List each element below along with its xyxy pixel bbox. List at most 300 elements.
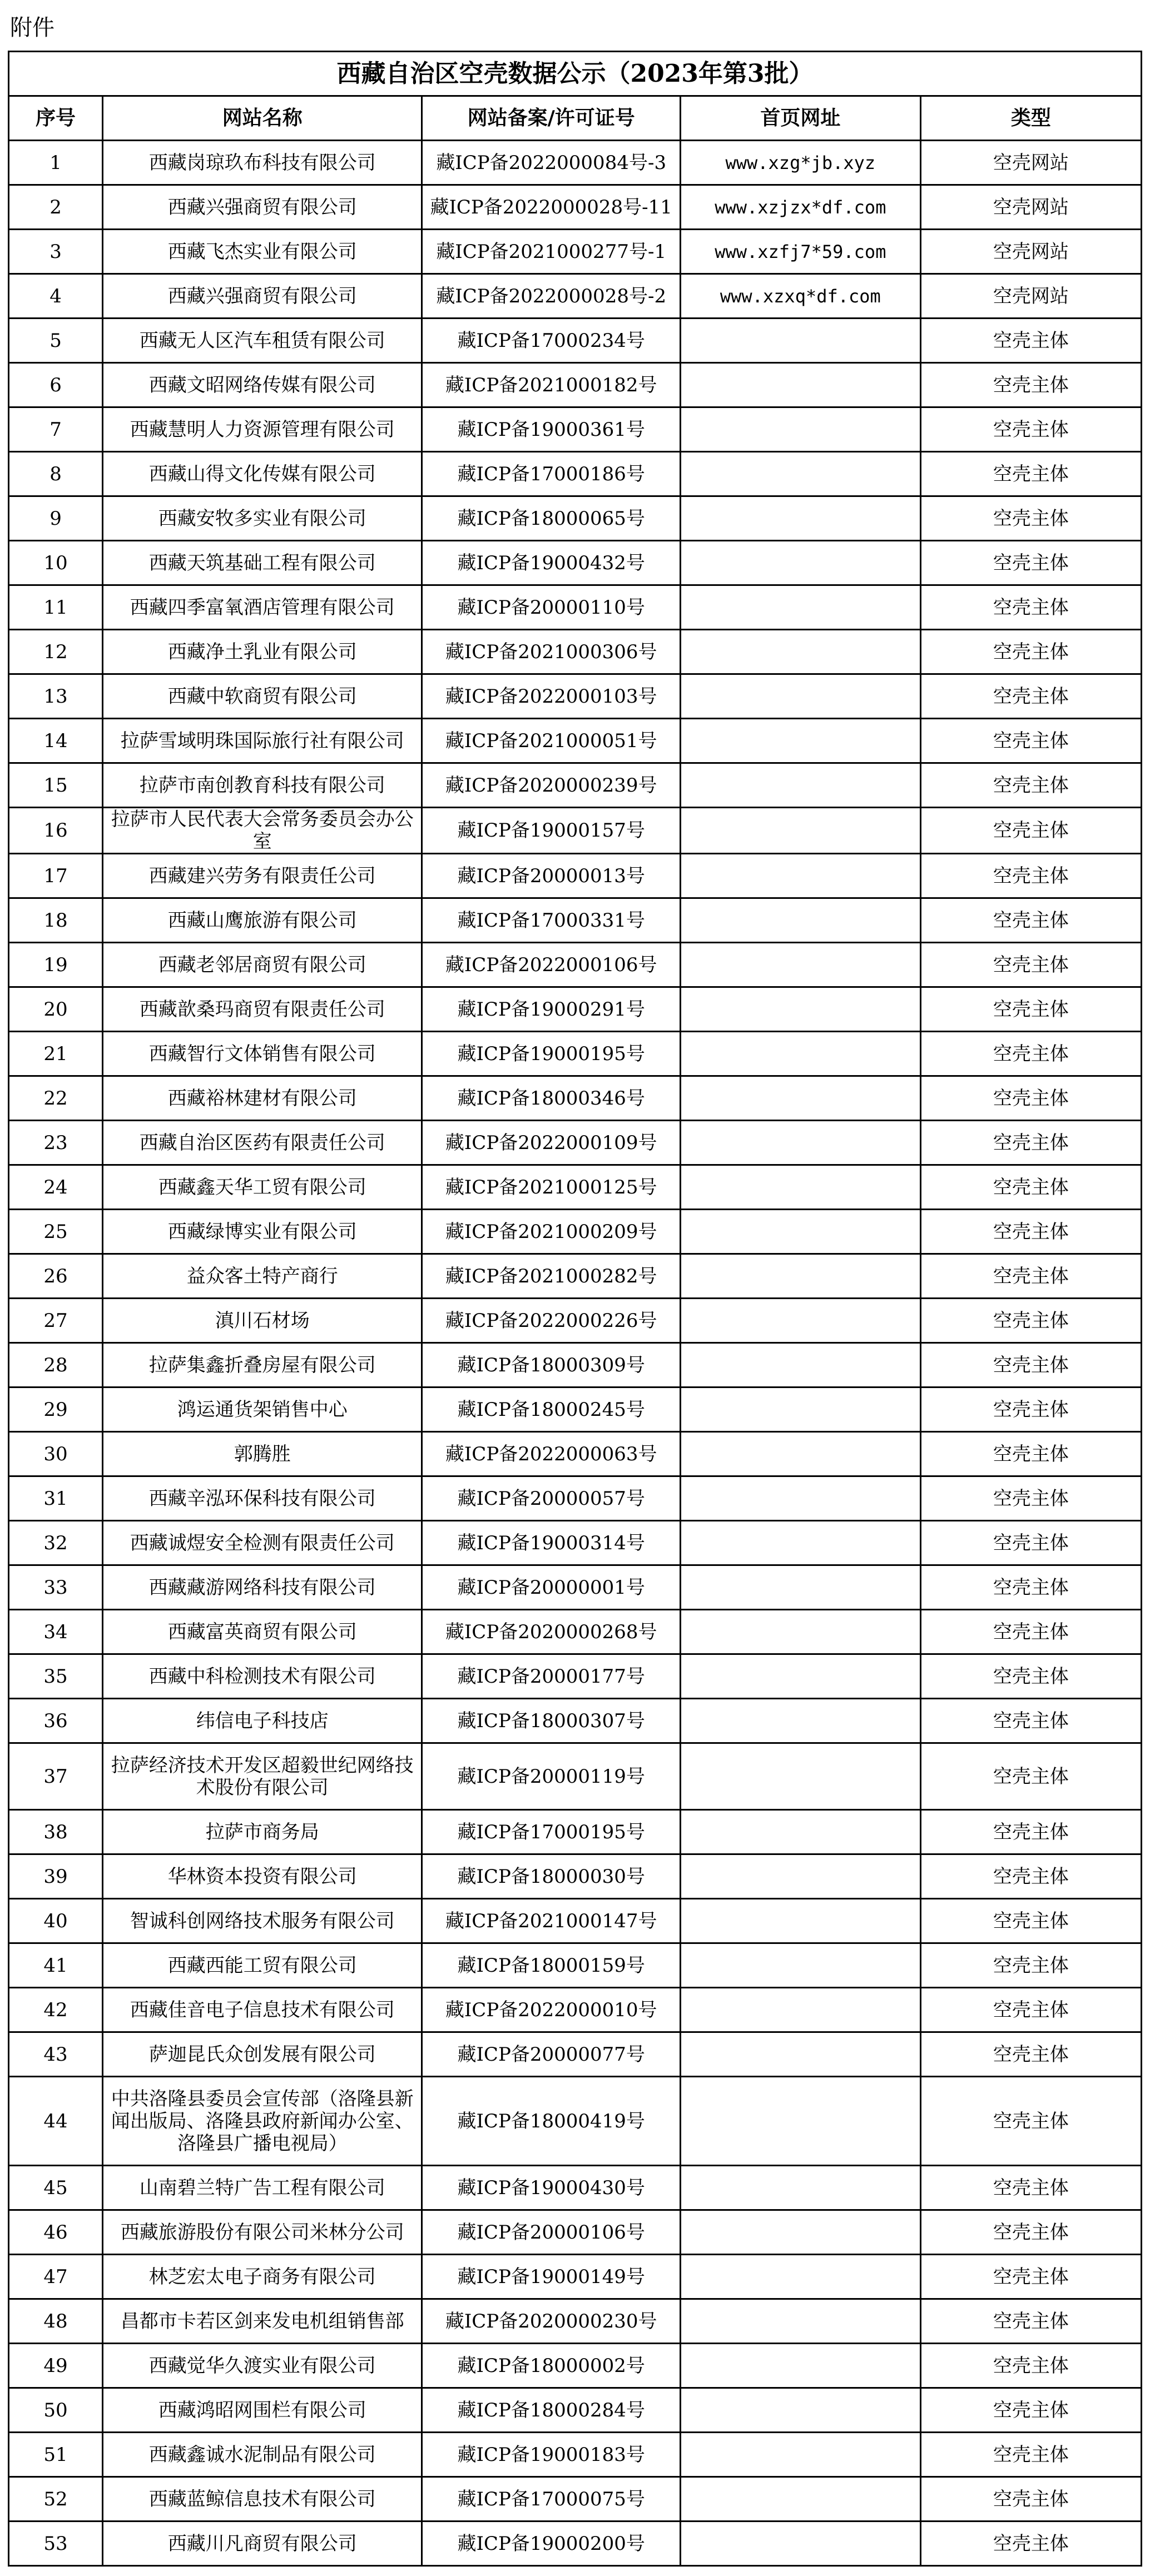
row-icp-number: 藏ICP备2021000306号 [422,630,680,674]
row-type: 空壳网站 [920,141,1141,185]
row-site-name: 西藏净土乳业有限公司 [103,630,422,674]
row-type: 空壳主体 [920,1988,1141,2032]
table-row [9,185,1142,230]
row-number: 30 [9,1432,103,1476]
row-number: 47 [9,2255,103,2299]
row-number: 31 [9,1476,103,1521]
row-icp-number: 藏ICP备20000119号 [422,1743,680,1810]
table-row [9,585,1142,630]
row-type: 空壳主体 [920,1854,1141,1899]
row-icp-number: 藏ICP备20000013号 [422,854,680,898]
header-icp-number: 网站备案/许可证号 [422,96,680,141]
row-site-name: 西藏山鹰旅游有限公司 [103,898,422,943]
row-homepage-url: www.xzjzx*df.com [680,185,920,230]
row-number: 13 [9,674,103,719]
row-homepage-url [680,943,920,987]
row-type: 空壳主体 [920,363,1141,407]
row-type: 空壳主体 [920,2477,1141,2522]
row-homepage-url [680,541,920,585]
row-icp-number: 藏ICP备2020000230号 [422,2299,680,2344]
row-icp-number: 藏ICP备20000057号 [422,1476,680,1521]
row-homepage-url [680,1432,920,1476]
row-number: 36 [9,1699,103,1743]
row-number: 21 [9,1032,103,1076]
row-type: 空壳主体 [920,1943,1141,1988]
row-type: 空壳主体 [920,943,1141,987]
row-homepage-url [680,2477,920,2522]
row-type: 空壳主体 [920,2433,1141,2477]
row-homepage-url [680,2210,920,2255]
table-row [9,719,1142,763]
row-type: 空壳主体 [920,854,1141,898]
table-row [9,2477,1142,2522]
row-number: 48 [9,2299,103,2344]
row-number: 42 [9,1988,103,2032]
row-type: 空壳主体 [920,585,1141,630]
row-site-name: 西藏佳音电子信息技术有限公司 [103,1988,422,2032]
row-type: 空壳主体 [920,2210,1141,2255]
row-type: 空壳主体 [920,496,1141,541]
row-homepage-url [680,763,920,808]
row-type: 空壳主体 [920,1810,1141,1854]
header-type: 类型 [920,96,1141,141]
row-site-name: 西藏岗琼玖布科技有限公司 [103,141,422,185]
row-number: 8 [9,452,103,496]
table-row [9,1299,1142,1343]
table-row [9,630,1142,674]
table-row [9,2166,1142,2210]
table-header-row [9,96,1142,141]
row-icp-number: 藏ICP备19000149号 [422,2255,680,2299]
row-number: 34 [9,1610,103,1654]
row-number: 51 [9,2433,103,2477]
row-type: 空壳主体 [920,1432,1141,1476]
row-site-name: 西藏山得文化传媒有限公司 [103,452,422,496]
row-number: 3 [9,230,103,274]
row-icp-number: 藏ICP备18000419号 [422,2077,680,2166]
table-row [9,1610,1142,1654]
row-type: 空壳主体 [920,452,1141,496]
row-homepage-url [680,1988,920,2032]
row-type: 空壳主体 [920,2522,1141,2566]
row-icp-number: 藏ICP备18000346号 [422,1076,680,1121]
table-row [9,1388,1142,1432]
row-homepage-url [680,363,920,407]
row-type: 空壳主体 [920,1032,1141,1076]
row-icp-number: 藏ICP备18000030号 [422,1854,680,1899]
table-row [9,1343,1142,1388]
row-icp-number: 藏ICP备18000309号 [422,1343,680,1388]
row-site-name: 滇川石材场 [103,1299,422,1343]
row-homepage-url [680,1254,920,1299]
row-site-name: 拉萨市商务局 [103,1810,422,1854]
row-icp-number: 藏ICP备2021000209号 [422,1210,680,1254]
row-homepage-url [680,1343,920,1388]
row-icp-number: 藏ICP备19000195号 [422,1032,680,1076]
row-icp-number: 藏ICP备2021000125号 [422,1165,680,1210]
row-number: 14 [9,719,103,763]
table-row [9,1032,1142,1076]
row-icp-number: 藏ICP备17000331号 [422,898,680,943]
table-row [9,1165,1142,1210]
row-icp-number: 藏ICP备20000001号 [422,1565,680,1610]
table-row [9,363,1142,407]
row-site-name: 西藏鑫诚水泥制品有限公司 [103,2433,422,2477]
row-number: 46 [9,2210,103,2255]
row-icp-number: 藏ICP备20000110号 [422,585,680,630]
row-type: 空壳主体 [920,2077,1141,2166]
row-type: 空壳主体 [920,2255,1141,2299]
row-number: 22 [9,1076,103,1121]
row-number: 11 [9,585,103,630]
row-homepage-url [680,898,920,943]
row-number: 20 [9,987,103,1032]
row-type: 空壳主体 [920,1299,1141,1343]
row-homepage-url [680,1165,920,1210]
row-type: 空壳主体 [920,2032,1141,2077]
table-row [9,1854,1142,1899]
row-site-name: 西藏裕林建材有限公司 [103,1076,422,1121]
row-icp-number: 藏ICP备18000284号 [422,2388,680,2433]
table-row [9,1654,1142,1699]
row-type: 空壳主体 [920,1654,1141,1699]
row-number: 12 [9,630,103,674]
table-row [9,274,1142,319]
row-site-name: 西藏诚煜安全检测有限责任公司 [103,1521,422,1565]
row-number: 35 [9,1654,103,1699]
shell-data-table [8,51,1142,2567]
row-number: 17 [9,854,103,898]
row-icp-number: 藏ICP备2022000028号-11 [422,185,680,230]
row-icp-number: 藏ICP备2022000028号-2 [422,274,680,319]
row-number: 39 [9,1854,103,1899]
row-site-name: 西藏旅游股份有限公司米林分公司 [103,2210,422,2255]
row-site-name: 鸿运通货架销售中心 [103,1388,422,1432]
row-site-name: 西藏无人区汽车租赁有限公司 [103,319,422,363]
row-type: 空壳主体 [920,763,1141,808]
row-homepage-url [680,2433,920,2477]
row-type: 空壳主体 [920,1899,1141,1943]
row-site-name: 华林资本投资有限公司 [103,1854,422,1899]
table-row [9,1699,1142,1743]
row-homepage-url [680,854,920,898]
table-row [9,808,1142,854]
header-site-name: 网站名称 [103,96,422,141]
row-site-name: 萨迦昆氏众创发展有限公司 [103,2032,422,2077]
row-site-name: 纬信电子科技店 [103,1699,422,1743]
row-icp-number: 藏ICP备2021000277号-1 [422,230,680,274]
row-homepage-url [680,674,920,719]
table-row [9,1254,1142,1299]
table-row [9,1432,1142,1476]
row-homepage-url [680,1032,920,1076]
row-icp-number: 藏ICP备17000195号 [422,1810,680,1854]
row-icp-number: 藏ICP备20000177号 [422,1654,680,1699]
row-homepage-url: www.xzg*jb.xyz [680,141,920,185]
row-homepage-url [680,496,920,541]
row-site-name: 西藏四季富氧酒店管理有限公司 [103,585,422,630]
row-site-name: 西藏兴强商贸有限公司 [103,274,422,319]
row-number: 25 [9,1210,103,1254]
row-number: 9 [9,496,103,541]
row-site-name: 西藏飞杰实业有限公司 [103,230,422,274]
row-site-name: 郭腾胜 [103,1432,422,1476]
row-icp-number: 藏ICP备18000245号 [422,1388,680,1432]
row-homepage-url [680,1476,920,1521]
row-site-name: 西藏建兴劳务有限责任公司 [103,854,422,898]
row-icp-number: 藏ICP备19000157号 [422,808,680,854]
row-type: 空壳主体 [920,630,1141,674]
row-site-name: 西藏兴强商贸有限公司 [103,185,422,230]
row-homepage-url [680,1854,920,1899]
row-homepage-url: www.xzfj7*59.com [680,230,920,274]
row-number: 32 [9,1521,103,1565]
table-row [9,2388,1142,2433]
row-homepage-url [680,719,920,763]
row-homepage-url [680,987,920,1032]
row-homepage-url [680,407,920,452]
row-number: 53 [9,2522,103,2566]
row-type: 空壳主体 [920,2299,1141,2344]
row-homepage-url [680,1699,920,1743]
row-site-name: 中共洛隆县委员会宣传部（洛隆县新闻出版局、洛隆县政府新闻办公室、洛隆县广播电视局） [103,2077,422,2166]
row-homepage-url [680,1076,920,1121]
row-icp-number: 藏ICP备17000075号 [422,2477,680,2522]
table-title: 西藏自治区空壳数据公示（2023年第3批） [9,52,1142,96]
row-icp-number: 藏ICP备18000159号 [422,1943,680,1988]
row-homepage-url [680,1565,920,1610]
row-icp-number: 藏ICP备19000314号 [422,1521,680,1565]
row-icp-number: 藏ICP备19000291号 [422,987,680,1032]
row-homepage-url [680,1388,920,1432]
row-number: 29 [9,1388,103,1432]
table-row [9,943,1142,987]
table-row [9,763,1142,808]
row-homepage-url [680,630,920,674]
row-type: 空壳主体 [920,1743,1141,1810]
row-site-name: 西藏鸿昭网围栏有限公司 [103,2388,422,2433]
row-site-name: 拉萨雪域明珠国际旅行社有限公司 [103,719,422,763]
row-type: 空壳主体 [920,407,1141,452]
table-row [9,854,1142,898]
row-site-name: 西藏智行文体销售有限公司 [103,1032,422,1076]
row-type: 空壳网站 [920,230,1141,274]
header-no: 序号 [9,96,103,141]
table-body [9,141,1142,2566]
row-site-name: 拉萨经济技术开发区超毅世纪网络技术股份有限公司 [103,1743,422,1810]
row-type: 空壳主体 [920,808,1141,854]
table-row [9,674,1142,719]
row-icp-number: 藏ICP备2021000147号 [422,1899,680,1943]
row-number: 27 [9,1299,103,1343]
row-type: 空壳主体 [920,1121,1141,1165]
table-row [9,230,1142,274]
row-site-name: 西藏天筑基础工程有限公司 [103,541,422,585]
row-homepage-url [680,2299,920,2344]
row-type: 空壳主体 [920,2388,1141,2433]
row-number: 45 [9,2166,103,2210]
row-number: 33 [9,1565,103,1610]
row-type: 空壳网站 [920,185,1141,230]
row-site-name: 西藏西能工贸有限公司 [103,1943,422,1988]
row-site-name: 西藏中软商贸有限公司 [103,674,422,719]
row-site-name: 西藏慧明人力资源管理有限公司 [103,407,422,452]
row-homepage-url [680,452,920,496]
row-homepage-url [680,808,920,854]
row-icp-number: 藏ICP备2022000226号 [422,1299,680,1343]
table-row [9,1521,1142,1565]
row-site-name: 西藏文昭网络传媒有限公司 [103,363,422,407]
row-number: 43 [9,2032,103,2077]
row-icp-number: 藏ICP备20000077号 [422,2032,680,2077]
row-site-name: 拉萨市人民代表大会常务委员会办公室 [103,808,422,854]
row-homepage-url [680,2166,920,2210]
row-number: 23 [9,1121,103,1165]
table-row [9,987,1142,1032]
row-homepage-url [680,2388,920,2433]
table-row [9,2433,1142,2477]
row-icp-number: 藏ICP备2021000051号 [422,719,680,763]
row-type: 空壳主体 [920,1476,1141,1521]
row-type: 空壳主体 [920,1388,1141,1432]
row-type: 空壳主体 [920,1254,1141,1299]
row-number: 41 [9,1943,103,1988]
table-row [9,1476,1142,1521]
table-row [9,141,1142,185]
row-icp-number: 藏ICP备18000307号 [422,1699,680,1743]
row-homepage-url [680,1810,920,1854]
row-icp-number: 藏ICP备2022000106号 [422,943,680,987]
row-type: 空壳主体 [920,1210,1141,1254]
row-icp-number: 藏ICP备18000065号 [422,496,680,541]
table-row [9,1210,1142,1254]
table-row [9,2522,1142,2566]
row-homepage-url [680,1610,920,1654]
table-row [9,2255,1142,2299]
table-row [9,2077,1142,2166]
row-homepage-url [680,319,920,363]
row-homepage-url [680,2255,920,2299]
row-site-name: 智诚科创网络技术服务有限公司 [103,1899,422,1943]
row-number: 6 [9,363,103,407]
row-type: 空壳主体 [920,674,1141,719]
row-site-name: 拉萨集鑫折叠房屋有限公司 [103,1343,422,1388]
table-row [9,319,1142,363]
row-homepage-url [680,1654,920,1699]
row-site-name: 西藏自治区医药有限责任公司 [103,1121,422,1165]
row-icp-number: 藏ICP备2022000084号-3 [422,141,680,185]
row-icp-number: 藏ICP备19000183号 [422,2433,680,2477]
row-number: 1 [9,141,103,185]
table-row [9,1743,1142,1810]
row-icp-number: 藏ICP备19000430号 [422,2166,680,2210]
row-icp-number: 藏ICP备20000106号 [422,2210,680,2255]
row-icp-number: 藏ICP备2022000103号 [422,674,680,719]
row-site-name: 益众客土特产商行 [103,1254,422,1299]
table-row [9,2299,1142,2344]
row-homepage-url [680,2522,920,2566]
row-type: 空壳主体 [920,2344,1141,2388]
row-number: 44 [9,2077,103,2166]
row-icp-number: 藏ICP备2022000010号 [422,1988,680,2032]
row-homepage-url [680,1943,920,1988]
row-number: 7 [9,407,103,452]
row-type: 空壳主体 [920,1343,1141,1388]
row-site-name: 西藏歆桑玛商贸有限责任公司 [103,987,422,1032]
row-type: 空壳主体 [920,1565,1141,1610]
row-type: 空壳主体 [920,1610,1141,1654]
row-type: 空壳主体 [920,1699,1141,1743]
row-icp-number: 藏ICP备2021000182号 [422,363,680,407]
table-row [9,496,1142,541]
row-number: 40 [9,1899,103,1943]
row-number: 50 [9,2388,103,2433]
row-number: 37 [9,1743,103,1810]
row-site-name: 西藏藏游网络科技有限公司 [103,1565,422,1610]
row-type: 空壳主体 [920,1076,1141,1121]
row-icp-number: 藏ICP备17000234号 [422,319,680,363]
row-site-name: 西藏富英商贸有限公司 [103,1610,422,1654]
table-row [9,2210,1142,2255]
row-type: 空壳主体 [920,1521,1141,1565]
table-row [9,541,1142,585]
row-number: 19 [9,943,103,987]
row-number: 52 [9,2477,103,2522]
table-row [9,1943,1142,1988]
row-homepage-url [680,2032,920,2077]
row-number: 10 [9,541,103,585]
row-site-name: 西藏鑫天华工贸有限公司 [103,1165,422,1210]
table-row [9,407,1142,452]
row-icp-number: 藏ICP备2021000282号 [422,1254,680,1299]
row-site-name: 拉萨市南创教育科技有限公司 [103,763,422,808]
table-row [9,1076,1142,1121]
row-number: 38 [9,1810,103,1854]
row-homepage-url [680,2344,920,2388]
table-row [9,1810,1142,1854]
header-homepage-url: 首页网址 [680,96,920,141]
row-icp-number: 藏ICP备2020000239号 [422,763,680,808]
row-homepage-url [680,585,920,630]
row-site-name: 西藏辛泓环保科技有限公司 [103,1476,422,1521]
row-icp-number: 藏ICP备2020000268号 [422,1610,680,1654]
row-number: 18 [9,898,103,943]
row-icp-number: 藏ICP备19000361号 [422,407,680,452]
table-row [9,1988,1142,2032]
row-type: 空壳主体 [920,719,1141,763]
row-number: 28 [9,1343,103,1388]
row-icp-number: 藏ICP备2022000063号 [422,1432,680,1476]
row-site-name: 山南碧兰特广告工程有限公司 [103,2166,422,2210]
row-homepage-url [680,2077,920,2166]
table-row [9,2344,1142,2388]
row-type: 空壳主体 [920,541,1141,585]
row-number: 16 [9,808,103,854]
row-site-name: 昌都市卡若区剑来发电机组销售部 [103,2299,422,2344]
row-homepage-url [680,1210,920,1254]
row-site-name: 西藏安牧多实业有限公司 [103,496,422,541]
row-number: 15 [9,763,103,808]
row-number: 26 [9,1254,103,1299]
row-icp-number: 藏ICP备2022000109号 [422,1121,680,1165]
row-number: 4 [9,274,103,319]
table-row [9,1121,1142,1165]
row-icp-number: 藏ICP备19000432号 [422,541,680,585]
row-icp-number: 藏ICP备17000186号 [422,452,680,496]
row-icp-number: 藏ICP备18000002号 [422,2344,680,2388]
table-row [9,2032,1142,2077]
row-type: 空壳主体 [920,987,1141,1032]
